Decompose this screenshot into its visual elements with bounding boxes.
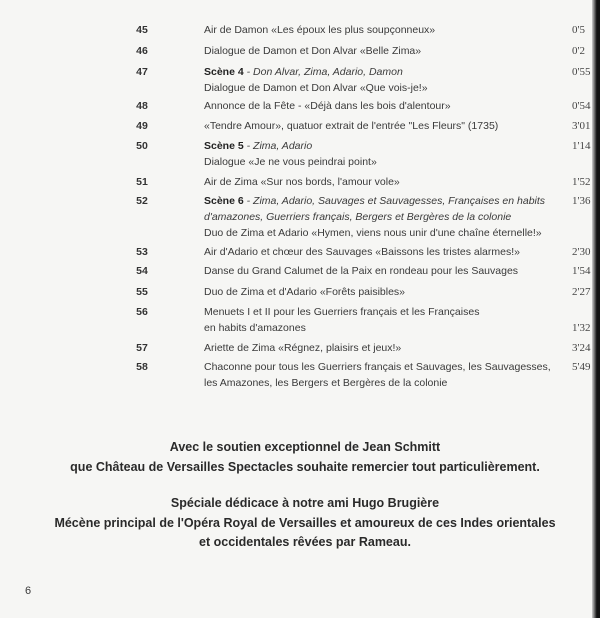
track-text: Air de Zima «Sur nos bords, l'amour vole»: [204, 176, 400, 188]
track-duration: 1'54: [572, 265, 591, 277]
acknowledgement-line: Mécène principal de l'Opéra Royal de Versailles et amoureux de ces Indes orientales: [54, 515, 556, 530]
track-number: 53: [136, 246, 148, 258]
track-line: [204, 154, 570, 170]
track-text: Ariette de Zima «Régnez, plaisirs et jeux!»: [204, 342, 402, 354]
track-text: en habits d'amazones: [204, 322, 306, 334]
track-line: [204, 43, 570, 59]
acknowledgement-line: et occidentales rêvées par Rameau.: [199, 535, 411, 549]
track-title: [204, 22, 570, 38]
track-line: [204, 22, 570, 38]
track-line: [204, 284, 570, 300]
track-text: Menuets I et II pour les Guerriers français et les Françaises: [204, 306, 480, 318]
track-duration: 2'30: [572, 246, 591, 258]
track-title: [204, 359, 570, 391]
track-duration: 0'55: [572, 66, 591, 78]
track-text: Air d'Adario et chœur des Sauvages «Baissons les tristes alarmes!»: [204, 246, 520, 258]
scene-cast: d'amazones, Guerriers français, Bergers et Bergères de la colonie: [204, 211, 512, 223]
track-duration: 1'36: [572, 195, 591, 207]
track-title: [204, 244, 570, 260]
track-number: 55: [136, 286, 148, 298]
track-line: [204, 304, 570, 320]
track-text: Air de Damon «Les époux les plus soupçonneux»: [204, 24, 436, 36]
track-title: [204, 43, 570, 59]
track-title: [204, 263, 570, 279]
track-duration: 2'27: [572, 286, 591, 298]
track-line: [204, 340, 570, 356]
track-text: Annonce de la Fête - «Déjà dans les bois d'alentour»: [204, 100, 451, 112]
track-duration: 0'5: [572, 24, 585, 36]
track-title: [204, 118, 570, 134]
track-number: 48: [136, 100, 148, 112]
track-number: 56: [136, 306, 148, 318]
acknowledgement-line: Avec le soutien exceptionnel de Jean Schmitt: [169, 440, 441, 454]
scene-label: Scène 6: [204, 195, 244, 207]
track-line: [204, 209, 570, 225]
track-text: Dialogue «Je ne vous peindrai point»: [204, 156, 377, 168]
scene-label: Scène 5: [204, 140, 244, 152]
track-line: [204, 118, 570, 134]
track-text: Dialogue de Damon et Don Alvar «Belle Zima»: [204, 45, 422, 57]
track-text: Dialogue de Damon et Don Alvar «Que vois-je!»: [204, 82, 428, 94]
scene-cast: - Zima, Adario: [243, 140, 313, 152]
track-number: 45: [136, 24, 148, 36]
track-line: [204, 359, 570, 375]
acknowledgement-line: Spéciale dédicace à notre ami Hugo Brugière: [170, 496, 440, 510]
track-number: 57: [136, 342, 148, 354]
track-line: [204, 375, 570, 391]
track-text: les Amazones, les Bergers et Bergères de la colonie: [204, 377, 448, 389]
track-duration: 3'24: [572, 342, 591, 354]
track-duration: 1'32: [572, 322, 591, 334]
track-duration: 1'14: [572, 140, 591, 152]
track-duration: 3'01: [572, 120, 591, 132]
track-number: 51: [136, 176, 148, 188]
scene-cast: - Zima, Adario, Sauvages et Sauvagesses, Françaises en habits: [243, 195, 546, 207]
track-title: [204, 284, 570, 300]
page-edge-shadow: [592, 0, 600, 618]
track-duration: 0'54: [572, 100, 591, 112]
track-line: [204, 64, 570, 80]
track-line: [204, 225, 570, 241]
acknowledgement-line: que Château de Versailles Spectacles souhaite remercier tout particulièrement.: [70, 459, 540, 474]
track-text: Chaconne pour tous les Guerriers français et Sauvages, les Sauvagesses,: [204, 361, 551, 373]
track-line: [204, 174, 570, 190]
acknowledgements: [20, 440, 590, 555]
track-title: [204, 98, 570, 114]
track-title: [204, 174, 570, 190]
track-line: [204, 244, 570, 260]
track-line: [204, 138, 570, 154]
track-line: [204, 263, 570, 279]
track-number: 54: [136, 265, 148, 277]
track-duration: 0'2: [572, 45, 585, 57]
scene-cast: - Don Alvar, Zima, Adario, Damon: [243, 66, 403, 78]
track-title: [204, 304, 570, 336]
track-number: 52: [136, 195, 148, 207]
track-title: [204, 193, 570, 241]
track-number: 49: [136, 120, 148, 132]
track-title: [204, 138, 570, 170]
track-number: 46: [136, 45, 148, 57]
track-line: [204, 320, 570, 336]
page-number: 6: [25, 585, 32, 597]
track-text: Duo de Zima et d'Adario «Forêts paisibles»: [204, 286, 406, 298]
track-text: «Tendre Amour», quatuor extrait de l'entrée "Les Fleurs" (1735): [204, 120, 499, 132]
scene-label: Scène 4: [204, 66, 244, 78]
track-title: [204, 340, 570, 356]
track-title: [204, 64, 570, 96]
track-text: Duo de Zima et Adario «Hymen, viens nous unir d'une chaîne éternelle!»: [204, 227, 542, 239]
track-number: 47: [136, 66, 148, 78]
track-text: Danse du Grand Calumet de la Paix en rondeau pour les Sauvages: [204, 265, 519, 277]
acknowledgement-line: [20, 479, 590, 496]
track-number: 50: [136, 140, 148, 152]
track-line: [204, 193, 570, 209]
track-line: [204, 80, 570, 96]
track-number: 58: [136, 361, 148, 373]
track-duration: 5'49: [572, 361, 591, 373]
track-line: [204, 98, 570, 114]
track-duration: 1'52: [572, 176, 591, 188]
